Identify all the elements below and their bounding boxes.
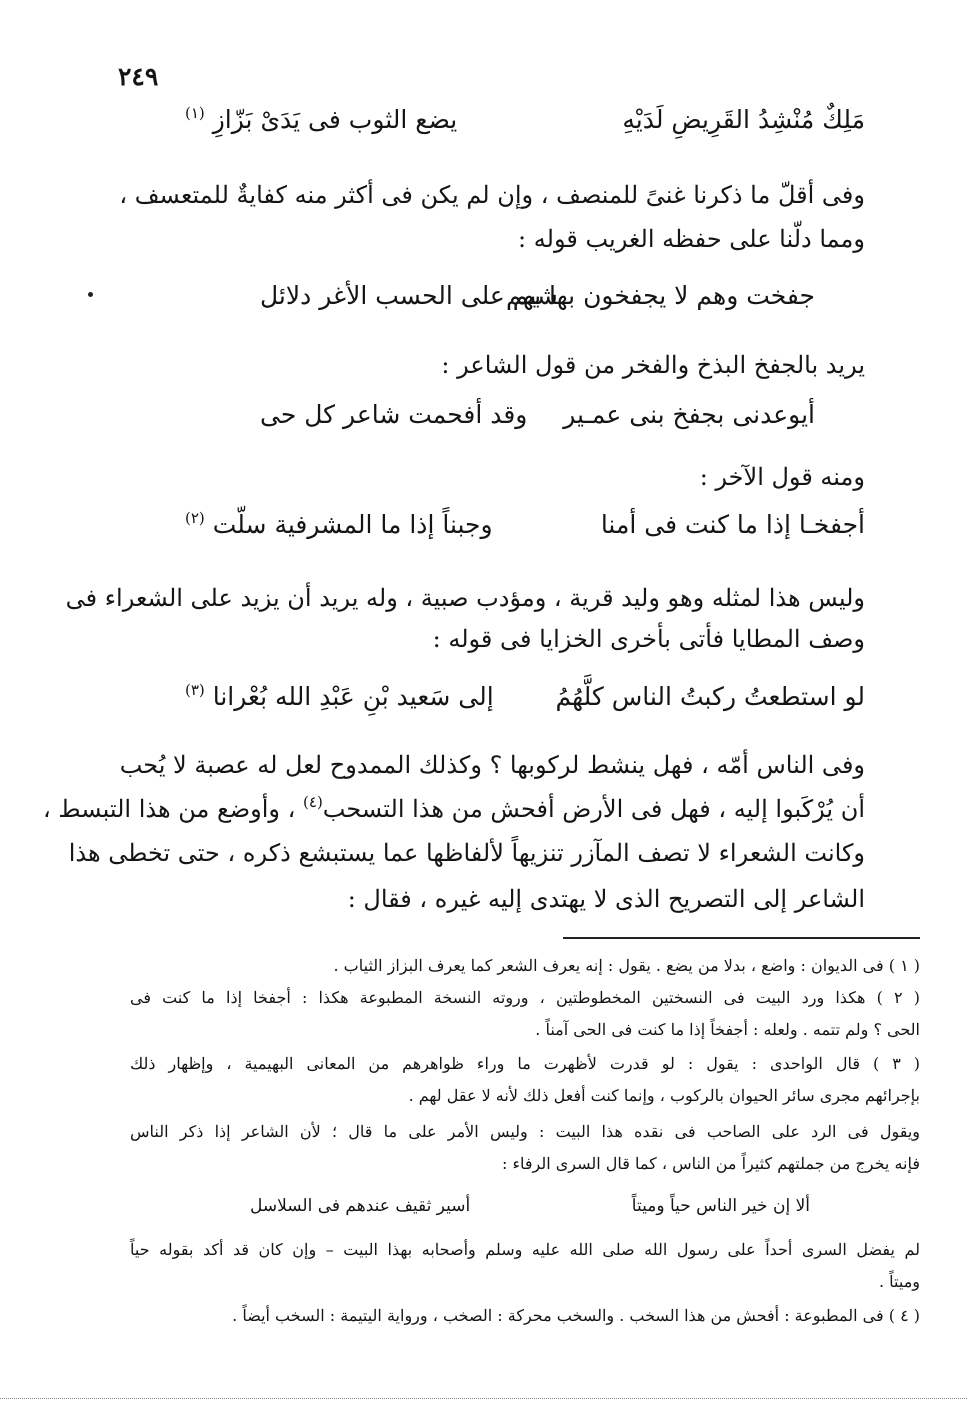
footnote-line: ( ٤ ) فى المطبوعة : أفحش من هذا السخب . والسخب محركة : الصخب ، ورواية اليتيمة : السخب أيضاً . xyxy=(232,1306,920,1325)
paragraph-line: وصف المطايا فأتى بأخرى الخزايا فى قوله : xyxy=(432,625,865,653)
footnote-line: ( ١ ) فى الديوان : واضع ، بدلا من يضع . يقول : إنه يعرف الشعر كما يعرف البزاز الثياب . xyxy=(333,956,920,975)
footnote-line: ويقول فى الرد على الصاحب فى نقده هذا البيت : وليس الأمر على ما قال ؛ لأن الشاعر إذا ذكر الناس xyxy=(130,1122,920,1141)
paragraph-line: وليس هذا لمثله وهو وليد قرية ، ومؤدب صبية ، وله يريد أن يزيد على الشعراء فى xyxy=(65,584,865,612)
paragraph-line: ومنه قول الآخر : xyxy=(699,463,865,491)
verse-hemistich-second: وقد أفحمت شاعر كل حى xyxy=(260,400,528,429)
footnote-line: الحى ؟ ولم تتمه . ولعله : أجفخاً إذا ما كنت فى الحى آمناً . xyxy=(535,1020,920,1039)
footnote-line: بإجرائهم مجرى سائر الحيوان بالركوب ، وإنما كنت أفعل ذلك لأنه لا عقل لهم . xyxy=(408,1086,920,1105)
paragraph-line: الشاعر إلى التصريح الذى لا يهتدى إليه غيره ، فقال : xyxy=(347,885,865,913)
paragraph-line: وكانت الشعراء لا تصف المآزر تنزيهاً لألفاظها عما يستبشع ذكره ، حتى تخطى هذا xyxy=(68,839,865,867)
verse-hemistich-first: أجفخـا إذا ما كنت فى أمنا xyxy=(600,510,865,539)
footnote-marker: (٣) xyxy=(185,681,205,699)
verse-hemistich-first: مَلِكٌ مُنْشِدُ القَرِيضِ لَدَيْهِ xyxy=(622,105,865,134)
verse-hemistich-first: ألا إن خير الناس حياً وميتاً xyxy=(631,1196,810,1216)
verse-hemistich-second: يضع الثوب فى يَدَىْ بَزّازِ $^{(١)}$ xyxy=(185,104,458,134)
stray-dot xyxy=(88,292,93,297)
verse-hemistich-first: لو استطعتُ ركبتُ الناس كلَّهُمُ xyxy=(555,682,865,711)
footnote-line: ( ٣ ) قال الواحدى : يقول : لو قدرت لأظهرت ما وراء ظواهرهم من المعانى البهيمية ، وإظهار ذلك xyxy=(130,1054,921,1073)
footnote-line: فإنه يخرج من جملتهم كثيراً من الناس ، كما قال السرى الرفاء : xyxy=(502,1154,920,1173)
verse-hemistich-second: إلى سَعيد بْنِ عَبْدِ الله بُعْرانا $^{(٣)}$ xyxy=(185,681,494,711)
footnote-line: وميتاً . xyxy=(879,1272,920,1291)
paragraph-line: ومما دلّنا على حفظه الغريب قوله : xyxy=(518,225,865,253)
footnote-marker: (٢) xyxy=(185,509,205,527)
verse-hemistich-second: أسير ثقيف عندهم فى السلاسل xyxy=(250,1196,471,1216)
footnote-separator xyxy=(563,937,920,939)
verse-hemistich-first: جفخت وهم لا يجفخون بها بهم xyxy=(505,281,815,310)
paragraph-line: وفى أقلّ ما ذكرنا غنىً للمنصف ، وإن لم يكن فى أكثر منه كفايةٌ للمتعسف ، xyxy=(119,181,865,209)
verse-hemistich-second: وجبناً إذا ما المشرفية سلّت $^{(٢)}$ xyxy=(185,509,493,539)
verse-hemistich-first: أيوعدنى بجفخ بنى عمـير xyxy=(563,400,815,429)
footnote-line: لم يفضل السرى أحداً على رسول الله صلى الله عليه وسلم وأصحابه بهذا البيت – وإن كان قد أكد بقوله حياً xyxy=(130,1240,920,1259)
paragraph-line: يريد بالجفخ البذخ والفخر من قول الشاعر : xyxy=(441,351,865,379)
scan-edge xyxy=(0,1398,967,1399)
footnote-marker: (١) xyxy=(185,104,205,122)
footnote-line: ( ٢ ) هكذا ورد البيت فى النسختين المخطوطتين ، وروته النسخة المطبوعة هكذا : أجفخا إذا ما كنت فى xyxy=(130,988,920,1007)
paragraph-line: أن يُرْكَبوا إليه ، فهل فى الأرض أفحش من هذا التسحب$^{(٤)}$ ، وأوضع من هذا التبسط ، xyxy=(43,793,865,823)
verse-hemistich-second: شيم على الحسب الأغر دلائل xyxy=(260,281,558,310)
footnote-marker: (٤) xyxy=(303,793,323,811)
page-number: ٢٤٩ xyxy=(118,62,159,91)
paragraph-line: وفى الناس أمّه ، فهل ينشط لركوبها ؟ وكذلك الممدوح لعل له عصبة لا يُحب xyxy=(119,751,865,779)
